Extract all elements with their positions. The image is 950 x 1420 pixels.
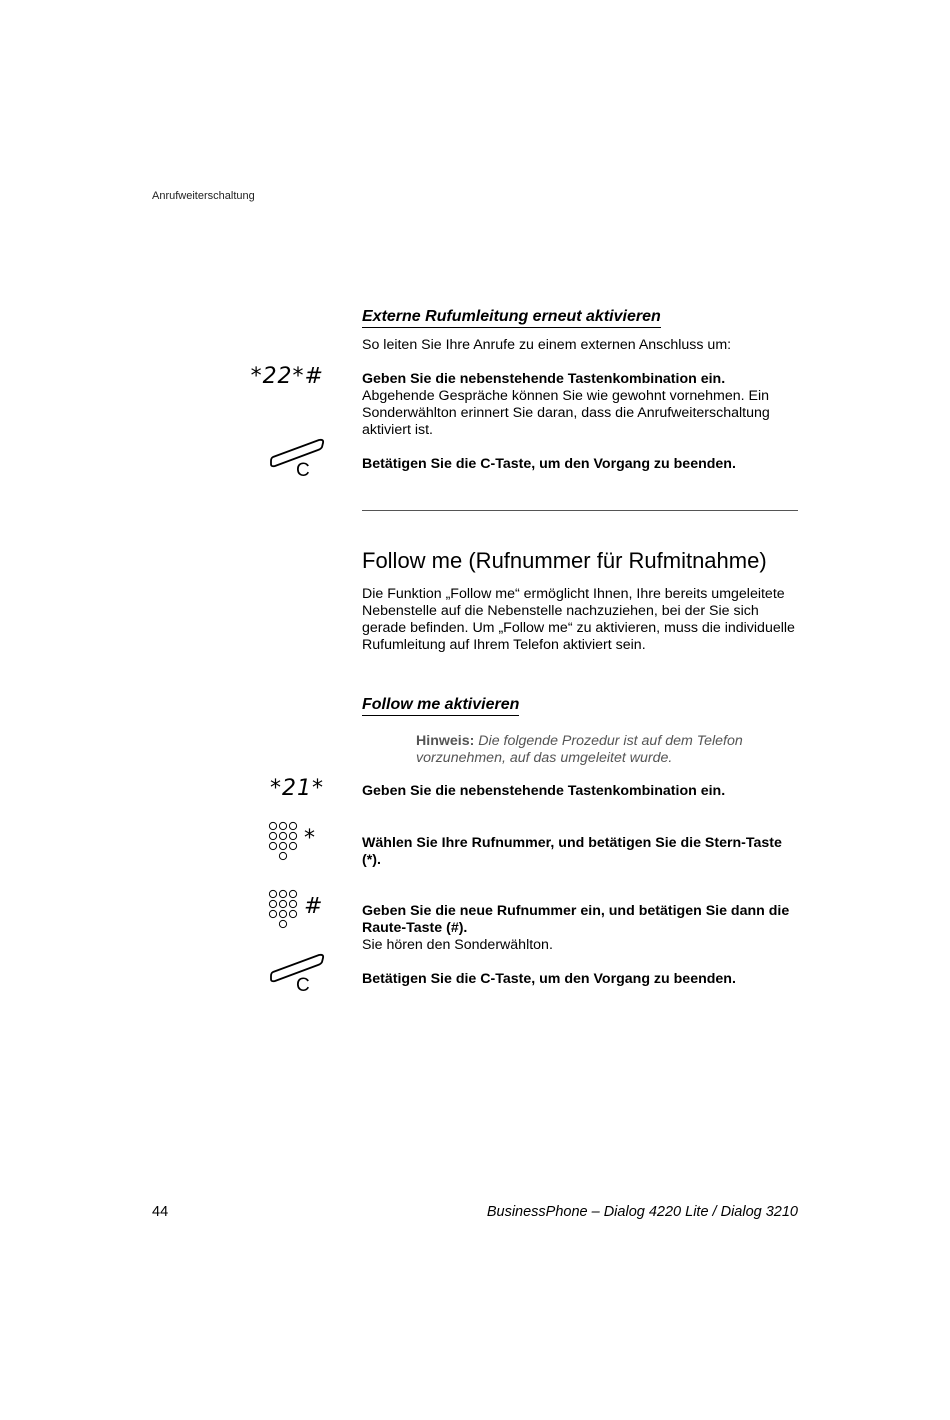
step-detail: Abgehende Gespräche können Sie wie gewohnt vornehmen. Ein Sonderwählton erinnert Sie daran, dass die Anrufweiterschaltung aktiviert ist. (362, 388, 770, 438)
hash-key-symbol: # (304, 894, 324, 919)
keypad-icon (268, 888, 328, 934)
keypad-icon (268, 820, 328, 866)
step-instruction: Betätigen Sie die C-Taste, um den Vorgang zu beenden. (362, 456, 736, 472)
keypad-dots (268, 820, 308, 866)
key-sequence: *22*# (250, 364, 324, 389)
step-instruction: Geben Sie die nebenstehende Tastenkombination ein. (362, 371, 726, 387)
keypad-dots (268, 888, 308, 934)
section-title: Follow me (Rufnummer für Rufmitnahme) (362, 548, 767, 573)
note-label: Hinweis: (416, 733, 475, 749)
section-intro: So leiten Sie Ihre Anrufe zu einem externen Anschluss um: (362, 337, 732, 353)
c-key-icon (268, 949, 328, 999)
page-number: 44 (152, 1204, 169, 1220)
note-text: Die folgende Prozedur ist auf dem Telefon vorzunehmen, auf das umgeleitet wurde. (416, 733, 743, 766)
running-header: Anrufweiterschaltung (152, 190, 255, 202)
step-instruction: Geben Sie die nebenstehende Tastenkombination ein. (362, 783, 726, 799)
footer-doc-title: BusinessPhone – Dialog 4220 Lite / Dialog 3210 (486, 1204, 798, 1220)
c-key-label: C (296, 460, 310, 481)
c-key-icon (268, 434, 328, 484)
note (416, 733, 796, 767)
step-instruction: Betätigen Sie die C-Taste, um den Vorgang zu beenden. (362, 971, 736, 987)
key-sequence: *21* (270, 776, 324, 801)
section-description: Die Funktion „Follow me“ ermöglicht Ihnen, Ihre bereits umgeleitete Nebenstelle auf die Nebenstelle nachzuziehen, bei der Sie sich gerade befinden. Um „Follow me“ zu aktivieren, muss die individuelle Rufumleitung auf Ihrem Telefon aktiviert sein. (362, 586, 795, 653)
c-key-label: C (296, 975, 310, 996)
section-divider (362, 510, 798, 511)
section-subheading: Follow me aktivieren (362, 695, 519, 716)
step-instruction: Wählen Sie Ihre Rufnummer, und betätigen Sie die Stern-Taste (*). (362, 835, 782, 868)
step-detail: Sie hören den Sonderwählton. (362, 937, 553, 953)
section-subheading: Externe Rufumleitung erneut aktivieren (362, 307, 661, 328)
step-instruction: Geben Sie die neue Rufnummer ein, und betätigen Sie dann die Raute-Taste (#). (362, 903, 790, 936)
star-key-symbol: * (304, 826, 316, 851)
